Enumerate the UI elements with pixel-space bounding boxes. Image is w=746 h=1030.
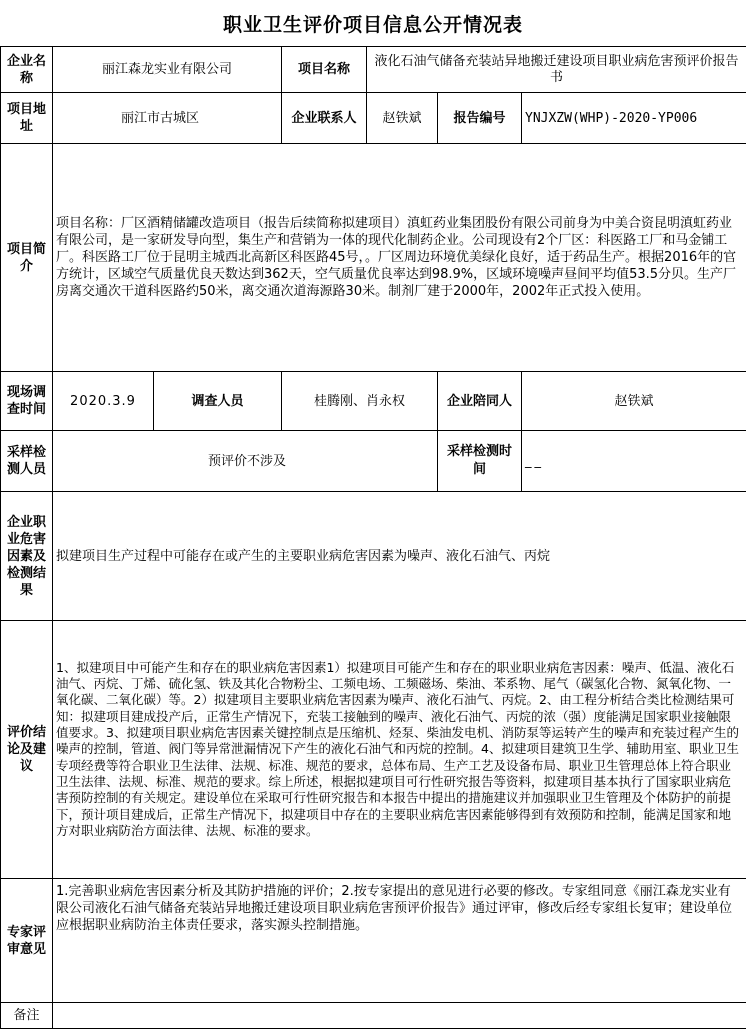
- company-name-value: 丽江森龙实业有限公司: [53, 47, 282, 93]
- project-address-label: 项目地址: [1, 93, 53, 144]
- sampling-staff-label: 采样检测人员: [1, 431, 53, 492]
- report-no-value: YNJXZW(WHP)-2020-YP006: [522, 93, 746, 144]
- project-name-label: 项目名称: [282, 47, 367, 93]
- info-table: [0, 46, 746, 1029]
- evaluation-value: 1、拟建项目中可能产生和存在的职业病危害因素1）拟建项目可能产生和存在的职业职业病危害因素：噪声、低温、液化石油气、丙烷、丁烯、硫化氢、铁及其化合物粉尘、工频电场、工频磁场、柴油、苯系物、尾气（碳氢化合物、氮氧化物、一氧化碳、二氧化碳）等。2）拟建项目主要职业病危害因素为噪声、液化石油气、丙烷。2、由工程分析结合类比检测结果可知：拟建项目建成投产后，正常生产情况下，充装工接触到的噪声、液化石油气、丙烷的浓（强）度能满足国家职业接触限值要求。3、拟建项目职业病危害因素关键控制点是压缩机、烃泵、柴油发电机、消防泵等运转产生的噪声和充装过程产生的噪声的控制，管道、阀门等异常泄漏情况下产生的液化石油气和丙烷的控制。4、拟建项目建筑卫生学、辅助用室、职业卫生专项经费等符合职业卫生法律、法规、标准、规范的要求，总体布局、生产工艺及设备布局、职业卫生管理总体上符合职业卫生法律、法规、标准、规范的要求。综上所述，根据拟建项目可行性研究报告等资料，拟建项目基本执行了国家职业病危害预防控制的有关规定。建设单位在采取可行性研究报告和本报告中提出的措施建议并加强职业卫生管理及个体防护的前提下，预计项目建成后，正常生产情况下，拟建项目中存在的主要职业病危害因素能够得到有效预防和控制，能满足国家和地方对职业病防治方面法律、法规、标准的要求。: [53, 621, 746, 879]
- hazard-factors-value: 拟建项目生产过程中可能存在或产生的主要职业病危害因素为噪声、液化石油气、丙烷: [53, 492, 746, 621]
- company-escort-label: 企业陪同人: [438, 372, 522, 431]
- company-contact-value: 赵铁斌: [367, 93, 438, 144]
- investigators-value: 桂腾刚、肖永权: [282, 372, 438, 431]
- sampling-time-value: __: [522, 431, 746, 492]
- row-expert: [1, 879, 746, 1003]
- survey-time-value: 2020.3.9: [53, 372, 154, 431]
- project-name-value: 液化石油气储备充装站异地搬迁建设项目职业病危害预评价报告书: [367, 47, 746, 93]
- project-intro-label: 项目简介: [1, 144, 53, 372]
- company-contact-label: 企业联系人: [282, 93, 367, 144]
- company-escort-value: 赵铁斌: [522, 372, 746, 431]
- sampling-time-label: 采样检测时间: [438, 431, 522, 492]
- row-hazards: [1, 492, 746, 621]
- expert-review-label: 专家评审意见: [1, 879, 53, 1003]
- project-address-value: 丽江市古城区: [53, 93, 282, 144]
- remarks-label: 备注: [1, 1003, 53, 1029]
- evaluation-label: 评价结论及建议: [1, 621, 53, 879]
- row-survey: [1, 372, 746, 431]
- row-remarks: [1, 1003, 746, 1029]
- sampling-staff-value: 预评价不涉及: [53, 431, 438, 492]
- remarks-value: [53, 1003, 746, 1029]
- row-company: [1, 47, 746, 93]
- row-sampling: [1, 431, 746, 492]
- survey-time-label: 现场调查时间: [1, 372, 53, 431]
- project-intro-value: 项目名称：厂区酒精储罐改造项目（报告后续简称拟建项目）滇虹药业集团股份有限公司前身为中美合资昆明滇虹药业有限公司，是一家研发导向型，集生产和营销为一体的现代化制药企业。公司现设有2个厂区：科医路工厂和马金铺工厂。科医路工厂位于昆明主城西北高新区科医路45号，。厂区周边环境优美绿化良好，适于药品生产。根据2016年的官方统计，区域空气质量优良天数达到362天，空气质量优良率达到98.9%，区域环境噪声昼间平均值53.5分贝。生产厂房离交通次干道科医路约50米，离交通次道海源路30米。制剂厂建于2000年，2002年正式投入使用。: [53, 144, 746, 372]
- report-no-label: 报告编号: [438, 93, 522, 144]
- expert-review-value: 1.完善职业病危害因素分析及其防护措施的评价；2.按专家提出的意见进行必要的修改。专家组同意《丽江森龙实业有限公司液化石油气储备充装站异地搬迁建设项目职业病危害预评价报告》通过评审，修改后经专家组长复审；建设单位应根据职业病防治主体责任要求，落实源头控制措施。: [53, 879, 746, 1003]
- hazard-factors-label: 企业职业危害因素及检测结果: [1, 492, 53, 621]
- row-evaluation: [1, 621, 746, 879]
- company-name-label: 企业名称: [1, 47, 53, 93]
- page-title: 职业卫生评价项目信息公开情况表: [222, 13, 523, 36]
- investigators-label: 调查人员: [154, 372, 282, 431]
- row-intro: [1, 144, 746, 372]
- row-address: [1, 93, 746, 144]
